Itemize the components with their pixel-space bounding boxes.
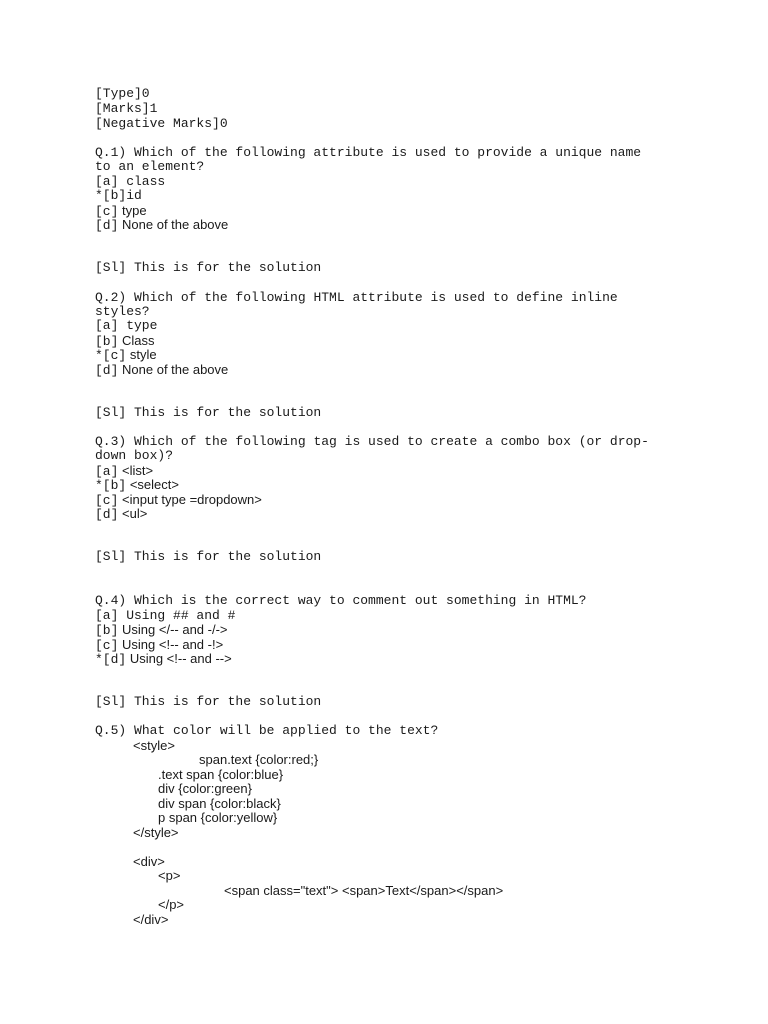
q1-question-line2: to an element? <box>95 159 205 174</box>
code-span-line: <span class="text"> <span>Text</span></span> <box>224 883 504 898</box>
q1-solution: [Sl] This is for the solution <box>95 260 322 275</box>
q1-option-d-text: None of the above <box>118 217 229 232</box>
code-rule-2: .text span {color:blue} <box>158 767 284 782</box>
q4-option-a: [a] Using ## and # <box>95 608 236 623</box>
code-style-close: </style> <box>133 825 179 840</box>
q3-option-c-key: [c] <box>95 493 119 508</box>
q2-solution: [Sl] This is for the solution <box>95 405 322 420</box>
q3-option-a-key: [a] <box>95 464 119 479</box>
q3-question-line1 <box>95 434 649 449</box>
q3-option-a-text: <list> <box>118 463 154 478</box>
q4-option-c-key: [c] <box>95 638 119 653</box>
q4-option-b <box>95 622 228 638</box>
q3-solution: [Sl] This is for the solution <box>95 549 322 564</box>
code-rule-3: div {color:green} <box>158 781 252 796</box>
negative-marks-line: [Negative Marks]0 <box>95 116 228 131</box>
q2-option-d <box>95 362 228 378</box>
code-div-close: </div> <box>133 912 169 927</box>
q1-option-d-key: [d] <box>95 218 119 233</box>
q4-option-c-text: Using <!-- and -!> <box>118 637 224 652</box>
q2-option-d-key: [d] <box>95 363 119 378</box>
q2-question-line1 <box>95 290 618 305</box>
q5-question-line1 <box>95 723 438 738</box>
code-style-open: <style> <box>133 738 175 753</box>
code-p-close: </p> <box>158 897 185 912</box>
q3-option-b-text: <select> <box>126 477 179 492</box>
q3-option-b <box>95 477 179 493</box>
q5-question-key: Q.5) <box>95 723 127 738</box>
q1-option-c-text: type <box>118 203 147 218</box>
q3-question-key: Q.3) <box>95 434 127 449</box>
code-rule-4: div span {color:black} <box>158 796 281 811</box>
q1-option-d <box>95 217 228 233</box>
q2-option-d-text: None of the above <box>118 362 229 377</box>
code-rule-5: p span {color:yellow} <box>158 810 278 825</box>
q4-option-b-text: Using </-- and -/-> <box>118 622 228 637</box>
q2-option-b-key: [b] <box>95 334 119 349</box>
q3-option-c-text: <input type =dropdown> <box>118 492 262 507</box>
q5-question-text: What color will be applied to the text? <box>126 723 439 738</box>
code-div-open: <div> <box>133 854 165 869</box>
q3-option-b-key: *[b] <box>95 478 127 493</box>
type-line: [Type]0 <box>95 86 150 101</box>
q2-question-key: Q.2) <box>95 290 127 305</box>
q2-question-line2: styles? <box>95 304 150 319</box>
code-rule-1: span.text {color:red;} <box>199 752 319 767</box>
q2-option-c-text: style <box>126 347 157 362</box>
q1-option-c-key: [c] <box>95 204 119 219</box>
q1-option-a: [a] class <box>95 174 166 189</box>
q1-question-line1: Q.1) Which of the following attribute is used to provide a unique name <box>95 145 642 160</box>
q3-option-d-key: [d] <box>95 507 119 522</box>
code-p-open: <p> <box>158 868 181 883</box>
q4-option-d <box>95 651 232 667</box>
q2-option-b-text: Class <box>118 333 155 348</box>
q4-option-d-text: Using <!-- and --> <box>126 651 232 666</box>
q4-question-line1: Q.4) Which is the correct way to comment out something in HTML? <box>95 593 587 608</box>
q2-option-c <box>95 347 157 363</box>
q3-question-line2: down box)? <box>95 448 174 463</box>
q3-question-text: Which of the following tag is used to create a combo box (or drop- <box>126 434 649 449</box>
q3-option-d <box>95 506 147 522</box>
q2-question-text: Which of the following HTML attribute is used to define inline <box>126 290 618 305</box>
q4-solution: [Sl] This is for the solution <box>95 694 322 709</box>
q1-option-b: *[b]id <box>95 188 142 203</box>
q4-option-b-key: [b] <box>95 623 119 638</box>
q2-option-a: [a] type <box>95 318 158 333</box>
marks-line: [Marks]1 <box>95 101 158 116</box>
q2-option-c-key: *[c] <box>95 348 127 363</box>
q3-option-d-text: <ul> <box>118 506 148 521</box>
q4-option-d-key: *[d] <box>95 652 127 667</box>
